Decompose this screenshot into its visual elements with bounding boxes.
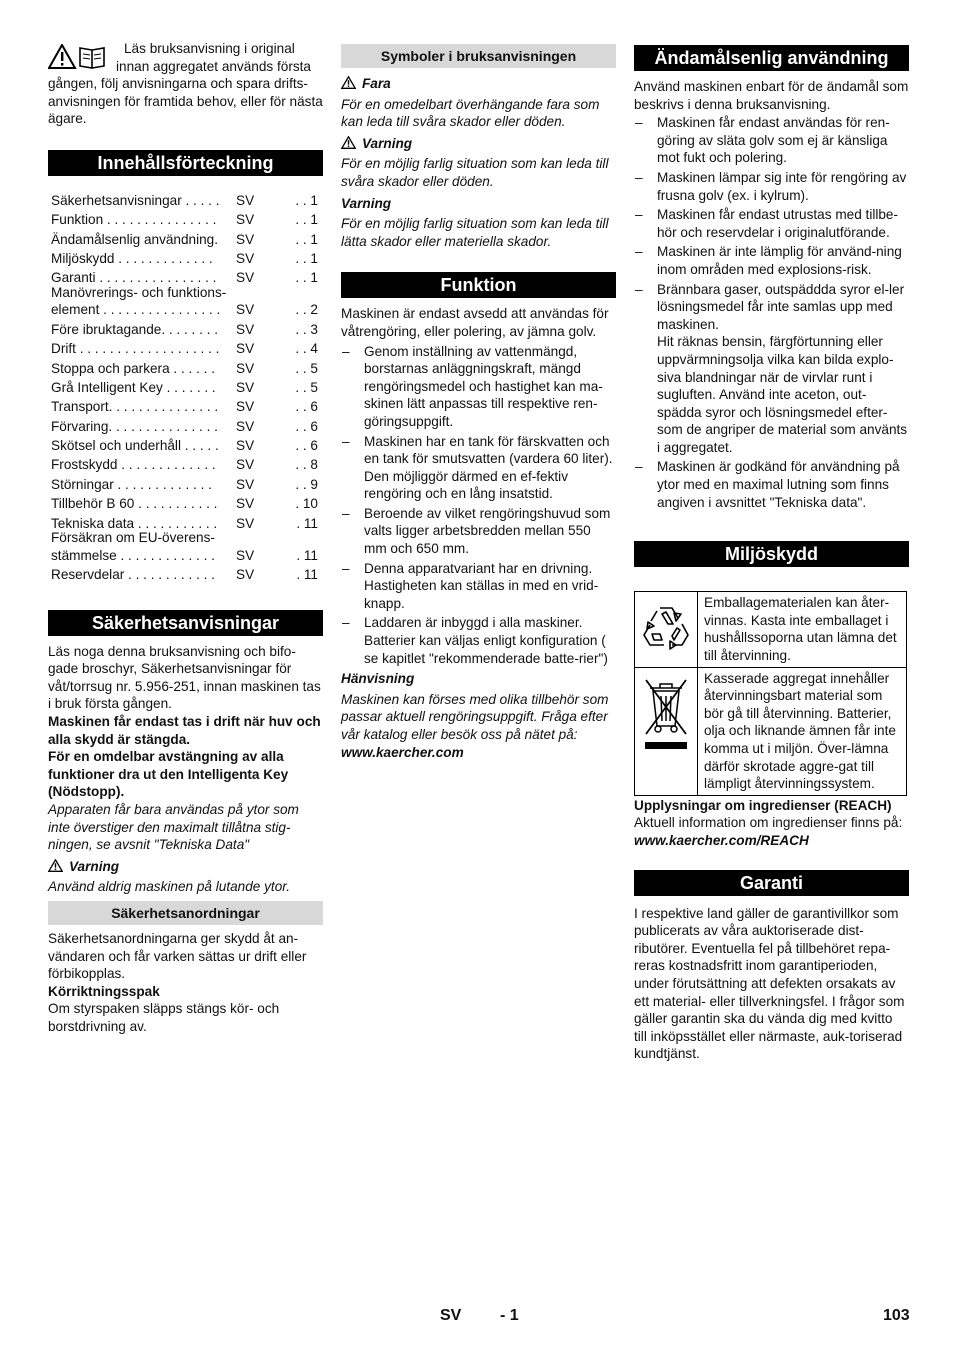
toc-entry-lang: SV bbox=[236, 438, 255, 454]
list-item: – Maskinen är godkänd för användning på ytor med en maximal lutning som finns angiven i avsnittet "Tekniska data". bbox=[634, 458, 909, 511]
toc-list bbox=[51, 190, 323, 584]
toc-entry-title: Frostskydd . . . . . . . . . . . . . bbox=[51, 457, 216, 473]
toc-entry-page: . . 1 bbox=[295, 212, 318, 228]
toc-entry-title: Före ibruktagande. . . . . . . . bbox=[51, 321, 218, 337]
danger-label: Fara bbox=[341, 75, 616, 93]
intended-list bbox=[634, 114, 909, 511]
toc-entry-lang: SV bbox=[236, 476, 255, 492]
safety-p4: Apparaten får bara användas på ytor som inte överstiger den maximalt tillåtna stig-ningen, se avsnit "Tekniska Data" bbox=[48, 801, 299, 853]
disposal-row bbox=[635, 667, 906, 795]
toc-entry bbox=[51, 416, 323, 435]
toc-entry-page: . . 1 bbox=[295, 250, 318, 266]
toc-entry bbox=[51, 319, 323, 338]
toc-entry-title: Drift . . . . . . . . . . . . . . . . . . . bbox=[51, 341, 220, 357]
function-heading: Funktion bbox=[341, 272, 616, 298]
toc-entry-lang: SV bbox=[236, 399, 255, 415]
function-list bbox=[341, 343, 616, 668]
toc-entry-page: . . 8 bbox=[295, 457, 318, 473]
toc-entry-page: . 10 bbox=[295, 496, 318, 512]
toc-entry-lang: SV bbox=[236, 360, 255, 376]
warning-text: För en möjlig farlig situation som kan leda till svåra skador eller döden. bbox=[341, 156, 609, 189]
toc-entry-page: . . 3 bbox=[295, 321, 318, 337]
footer-local-page: - 1 bbox=[500, 1307, 519, 1324]
environment-table bbox=[634, 591, 907, 796]
toc-entry bbox=[51, 358, 323, 377]
toc-entry bbox=[51, 455, 323, 474]
crossed-bin-icon bbox=[635, 668, 698, 795]
toc-entry-title: Miljöskydd . . . . . . . . . . . . . bbox=[51, 250, 213, 266]
toc-entry bbox=[51, 248, 323, 267]
toc-entry-page: . . 6 bbox=[295, 399, 318, 415]
warranty-heading: Garanti bbox=[634, 870, 909, 896]
toc-entry-lang: SV bbox=[236, 302, 255, 318]
toc-entry-lang: SV bbox=[236, 192, 255, 208]
toc-entry-page: . . 1 bbox=[295, 231, 318, 247]
list-item: – Maskinen är inte lämplig för använd-ning inom områden med explosions-risk. bbox=[634, 243, 909, 278]
toc-entry bbox=[51, 474, 323, 493]
toc-entry-lang: SV bbox=[236, 212, 255, 228]
toc-entry-page: . . 1 bbox=[295, 270, 318, 286]
intro-text: Läs bruksanvisning i original innan aggregatet används första gången, följ anvisningarna och spara drifts-anvisningen för framtida behov, eller för nästa ägare. bbox=[48, 41, 323, 127]
toc-entry-lang: SV bbox=[236, 567, 255, 583]
toc-entry bbox=[51, 338, 323, 357]
toc-entry bbox=[51, 190, 323, 209]
toc-entry-page: . . 5 bbox=[295, 360, 318, 376]
toc-entry-page: . . 6 bbox=[295, 438, 318, 454]
intended-use-heading: Ändamålsenlig användning bbox=[634, 45, 909, 71]
safety-warning-label: Varning bbox=[48, 858, 323, 876]
toc-entry-title: Förvaring. . . . . . . . . . . . . . . bbox=[51, 418, 218, 434]
toc-entry bbox=[51, 377, 323, 396]
toc-entry-page: . 11 bbox=[296, 515, 318, 531]
toc-entry bbox=[51, 229, 323, 248]
toc-entry-title: Säkerhetsanvisningar . . . . . bbox=[51, 192, 220, 208]
toc-entry-title: Försäkran om EU-överens- stämmelse . . . . . . . . . . . . . bbox=[51, 530, 215, 563]
recycling-icon bbox=[635, 592, 698, 666]
toc-entry bbox=[51, 396, 323, 415]
note-text: Maskinen kan förses med olika tillbehör som passar aktuell rengöringsuppgift. Fråga efter vår katalog eller besök oss på nätet på: bbox=[341, 691, 609, 742]
toc-entry-title: Transport. . . . . . . . . . . . . . . bbox=[51, 399, 219, 415]
reach-label: Upplysningar om ingredienser (REACH) bbox=[634, 797, 892, 813]
column-right bbox=[634, 40, 909, 1063]
toc-entry-lang: SV bbox=[236, 379, 255, 395]
toc-entry-title: Reservdelar . . . . . . . . . . . . bbox=[51, 567, 215, 583]
toc-entry-lang: SV bbox=[236, 250, 255, 266]
toc-entry-title: Manövrerings- och funktions- element . . . . . . . . . . . . . . . . bbox=[51, 284, 227, 318]
toc-entry-page: . . 9 bbox=[295, 476, 318, 492]
caution-label: Varning bbox=[341, 195, 392, 211]
lever-label: Körriktningsspak bbox=[48, 983, 160, 999]
list-item: – Maskinen får endast användas för ren-göring av släta golv som ej är känsliga mot fukt och polering. bbox=[634, 114, 909, 167]
footer-page-number: 103 bbox=[883, 1307, 910, 1324]
warning-icon bbox=[48, 859, 63, 872]
toc-entry-title: Stoppa och parkera . . . . . . bbox=[51, 360, 215, 376]
toc-heading: Innehållsförteckning bbox=[48, 150, 323, 176]
note-url[interactable]: www.kaercher.com bbox=[341, 744, 464, 760]
environment-heading: Miljöskydd bbox=[634, 541, 909, 567]
toc-entry-page: . . 4 bbox=[295, 341, 318, 357]
toc-entry bbox=[51, 532, 323, 564]
toc-entry-title: Tillbehör B 60 . . . . . . . . . . . bbox=[51, 496, 218, 512]
list-item: – Genom inställning av vattenmängd, borstarnas anläggningskraft, mängd rengöringsmedel och hastighet kan ma-skinen lätt anpassas till respektive ren-göringsuppgift. bbox=[341, 343, 616, 431]
toc-entry-title: Ändamålsenlig användning. bbox=[51, 231, 219, 247]
safety-p3: För en omdelbar avstängning av alla funktioner dra ut den Intelligenta Key (Nödstopp). bbox=[48, 749, 289, 800]
intended-intro: Använd maskinen enbart för de ändamål som beskrivs i denna bruksanvisning. bbox=[634, 79, 909, 112]
list-item: – Maskinen lämpar sig inte för rengöring av frusna golv (ex. i kylrum). bbox=[634, 169, 909, 204]
list-item: – Denna apparatvariant har en drivning. Hastigheten kan ställas in med en vrid-knapp. bbox=[341, 560, 616, 613]
toc-entry-lang: SV bbox=[236, 341, 255, 357]
symbols-heading: Symboler i bruksanvisningen bbox=[341, 44, 616, 68]
toc-entry-lang: SV bbox=[236, 418, 255, 434]
toc-entry-lang: SV bbox=[236, 457, 255, 473]
toc-entry bbox=[51, 564, 323, 583]
toc-entry bbox=[51, 284, 323, 319]
list-item: – Beroende av vilket rengöringshuvud som valts ligger arbetsbredden mellan 550 mm och 650 mm. bbox=[341, 505, 616, 558]
toc-entry-lang: SV bbox=[236, 515, 255, 531]
lever-text: Om styrspaken släpps stängs kör- och borstdrivning av. bbox=[48, 1001, 280, 1034]
toc-entry-page: . . 6 bbox=[295, 418, 318, 434]
list-item: – Maskinen får endast utrustas med tillbe-hör och reservdelar i originalutförande. bbox=[634, 206, 909, 241]
intro-block bbox=[48, 40, 323, 128]
list-item: – Maskinen har en tank för färskvatten och en tank för smutsvatten (vardera 60 liter). Den möjliggör därmed en ef-fektiv rengöring och en lång insatstid. bbox=[341, 433, 616, 503]
safety-heading: Säkerhetsanvisningar bbox=[48, 610, 323, 636]
list-item: – Laddaren är inbyggd i alla maskiner. Batterier kan väljas enligt konfiguration ( se kapitlet "rekommenderade batte-rier") bbox=[341, 614, 616, 667]
toc-entry-title: Funktion . . . . . . . . . . . . . . . bbox=[51, 212, 217, 228]
toc-entry-page: . . 2 bbox=[295, 302, 318, 318]
note-label: Hänvisning bbox=[341, 671, 415, 687]
reach-text: Aktuell information om ingredienser finns på: bbox=[634, 815, 903, 831]
toc-entry-lang: SV bbox=[236, 270, 255, 286]
danger-icon bbox=[341, 76, 356, 89]
warning-manual-icon bbox=[48, 44, 108, 75]
toc-entry-lang: SV bbox=[236, 321, 255, 337]
safety-warning-text: Använd aldrig maskinen på lutande ytor. bbox=[48, 879, 291, 895]
toc-entry-title: Garanti . . . . . . . . . . . . . . . . bbox=[51, 270, 217, 286]
toc-entry-page: . 11 bbox=[296, 547, 318, 563]
disposal-text: Kasserade aggregat innehåller återvinningsbart material som bör gå till återvinning. Batterier, olja och liknande ämnen får inte komma ut i miljön. Över-lämna därför skrotade aggre-gat till lämpligt återvinningssystem. bbox=[704, 670, 896, 792]
toc-entry-page: . . 1 bbox=[295, 192, 318, 208]
safety-p1: Läs noga denna bruksanvisning och bifo-gade broschyr, Säkerhetsanvisningar för våt/torrsug nr. 5.956-251, innan maskinen tas i bruk första gången. bbox=[48, 643, 321, 712]
warning-icon bbox=[341, 136, 356, 149]
toc-entry-lang: SV bbox=[236, 547, 255, 563]
footer-lang: SV bbox=[440, 1307, 462, 1324]
list-item: – Brännbara gaser, outspäddda syror el-ler lösningsmedel får inte samlas upp med maskinen. Hit räknas bensin, färgförtunning eller uppvärmningsolja vilka kan bilda explo-siva blandningar när de virvlar runt i sugluften. Använd inte aceton, out-spädda syror och lösningsmedel efter-som de angriper de material som använts i aggregatet. bbox=[634, 281, 909, 457]
toc-entry-page: . . 5 bbox=[295, 379, 318, 395]
warranty-text: I respektive land gäller de garantivillkor som publicerats av våra auktoriserade dist-ributörer. Eventuella fel på tillbehöret repa-reras kostnadsfritt inom garantiperioden, under förutsättning att defekten orsakats av ett material- eller tillverkningsfel. I frågor som gäller garantin ska du vända dig med kvitto till inköpsstället eller närmaste, auk-toriserad kundtjänst. bbox=[634, 905, 905, 1062]
safety-p5: Säkerhetsanordningarna ger skydd åt an-vändaren och får varken sättas ur drift eller förbikopplas. bbox=[48, 930, 307, 982]
column-middle bbox=[341, 40, 616, 761]
warning-label: Varning bbox=[341, 135, 616, 153]
column-left bbox=[48, 40, 323, 1035]
safety-devices-heading: Säkerhetsanordningar bbox=[48, 901, 323, 925]
packaging-row bbox=[635, 592, 906, 666]
toc-entry-lang: SV bbox=[236, 231, 255, 247]
safety-p2: Maskinen får endast tas i drift när huv och alla skydd är stängda. bbox=[48, 713, 321, 747]
list-item-extra: Hit räknas bensin, färgförtunning eller uppvärmningsolja vilka kan bilda explo-siva blandningar när de virvlar runt i sugluften. Använd inte aceton, out-spädda syror och lösningsmedel efter-som de angriper de material som använts i aggregatet. bbox=[657, 334, 908, 455]
toc-entry bbox=[51, 435, 323, 454]
toc-entry-title: Tekniska data . . . . . . . . . . . bbox=[51, 515, 218, 531]
toc-entry-lang: SV bbox=[236, 496, 255, 512]
function-intro: Maskinen är endast avsedd att användas för våtrengöring, eller polering, av jämna golv. bbox=[341, 306, 609, 339]
toc-entry-title: Störningar . . . . . . . . . . . . . bbox=[51, 476, 212, 492]
caution-text: För en möjlig farlig situation som kan leda till lätta skador eller materiella skador. bbox=[341, 216, 609, 249]
toc-entry-title: Skötsel och underhåll . . . . . bbox=[51, 438, 219, 454]
danger-text: För en omedelbart överhängande fara som kan leda till svåra skador eller döden. bbox=[341, 96, 600, 130]
packaging-text: Emballagematerialen kan åter-vinnas. Kasta inte emballaget i hushållssoporna utan lämna det till återvinning. bbox=[704, 595, 897, 664]
toc-entry-page: . 11 bbox=[296, 567, 318, 583]
toc-entry bbox=[51, 209, 323, 228]
reach-url[interactable]: www.kaercher.com/REACH bbox=[634, 832, 809, 848]
toc-entry-title: Grå Intelligent Key . . . . . . . bbox=[51, 379, 216, 395]
toc-entry bbox=[51, 493, 323, 512]
